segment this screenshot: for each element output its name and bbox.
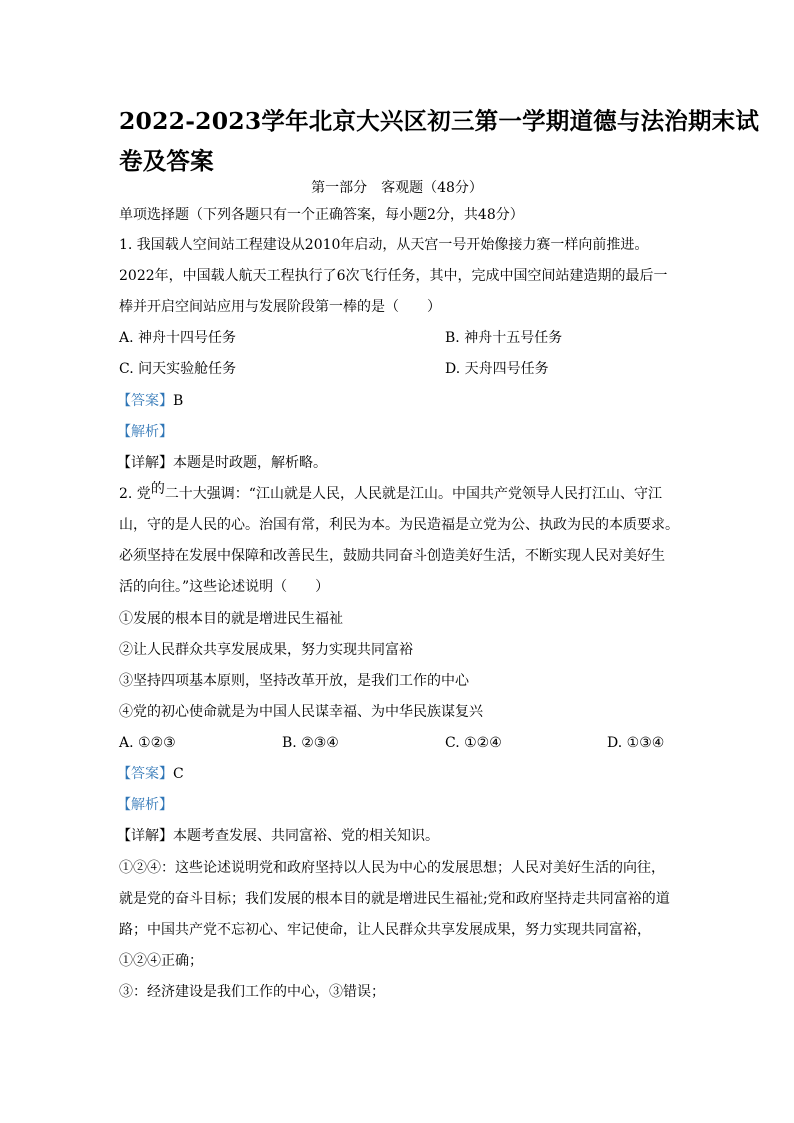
detail-label: 【详解】 xyxy=(117,455,173,471)
section-instructions: 单项选择题（下列各题只有一个正确答案，每小题2分，共48分） xyxy=(119,207,524,223)
detail-text: 本题是时政题，解析略。 xyxy=(173,455,327,471)
option-text: 神舟十四号任务 xyxy=(138,330,237,346)
option-letter: C. xyxy=(445,735,460,751)
option-letter: A. xyxy=(119,735,134,751)
option-d xyxy=(607,733,664,753)
detail-label: 【详解】 xyxy=(117,828,173,844)
option-c xyxy=(445,733,502,753)
question-stem-line: 活的向往。”这些论述说明（ ） xyxy=(119,579,330,595)
question-stem-line: 棒并开启空间站应用与发展阶段第一棒的是（ ） xyxy=(119,299,441,315)
question-stem-prefix: 2. 党 xyxy=(119,486,151,502)
option-d xyxy=(445,359,549,379)
raised-character: 的 xyxy=(150,481,165,497)
question-stem-line: 山，守的是人民的心。治国有常，利民为本。为民造福是立党为公、执政为民的本质要求。 xyxy=(119,517,679,533)
statement-1: ①发展的根本目的就是增进民生福祉 xyxy=(119,611,343,627)
option-b xyxy=(282,733,339,753)
answer-line xyxy=(117,764,184,784)
analysis-paragraph-line: 就是党的奋斗目标；我们发展的根本目的就是增进民生福祉;党和政府坚持走共同富裕的道 xyxy=(119,891,670,907)
option-a xyxy=(119,328,236,348)
answer-label: 【答案】 xyxy=(117,393,173,409)
option-letter: D. xyxy=(607,735,623,751)
option-text: ①③④ xyxy=(626,735,665,751)
option-text: 问天实验舱任务 xyxy=(138,361,237,377)
detail-line xyxy=(117,826,439,846)
question-stem-line: 2022年，中国载人航天工程执行了6次飞行任务，其中，完成中国空间站建造期的最后一 xyxy=(119,268,668,284)
question-stem-rest: 二十大强调：“江山就是人民，人民就是江山。中国共产党领导人民打江山、守江 xyxy=(164,486,662,502)
answer-value: C xyxy=(173,766,184,782)
document-title-line-1: 2022-2023学年北京大兴区初三第一学期道德与法治期末试 xyxy=(119,107,760,135)
option-text: ①②④ xyxy=(464,735,502,751)
statement-3: ③坚持四项基本原则，坚持改革开放，是我们工作的中心 xyxy=(119,673,469,689)
option-b xyxy=(445,328,562,348)
option-letter: C. xyxy=(119,361,134,377)
analysis-paragraph-line: 路；中国共产党不忘初心、牢记使命，让人民群众共享发展成果，努力实现共同富裕， xyxy=(119,922,651,938)
option-text: ①②③ xyxy=(138,735,176,751)
detail-line xyxy=(117,453,327,473)
analysis-paragraph-line: ①②④：这些论述说明党和政府坚持以人民为中心的发展思想；人民对美好生活的向往， xyxy=(119,860,665,876)
section-header: 第一部分 客观题（48分） xyxy=(311,180,483,196)
analysis-paragraph-line: ①②④正确； xyxy=(119,953,203,969)
option-a xyxy=(119,733,176,753)
analysis-label: 【解析】 xyxy=(117,424,173,440)
question-stem-line xyxy=(119,481,662,504)
answer-line xyxy=(117,391,183,411)
option-text: 天舟四号任务 xyxy=(464,361,549,377)
option-letter: B. xyxy=(445,330,460,346)
answer-value: B xyxy=(173,393,184,409)
question-stem-line: 1. 我国载人空间站工程建设从2010年启动，从天宫一号开始像接力赛一样向前推进。 xyxy=(119,237,649,253)
option-c xyxy=(119,359,236,379)
option-text: 神舟十五号任务 xyxy=(464,330,563,346)
statement-2: ②让人民群众共享发展成果，努力实现共同富裕 xyxy=(119,642,413,658)
option-text: ②③④ xyxy=(301,735,339,751)
analysis-label: 【解析】 xyxy=(117,797,173,813)
option-letter: A. xyxy=(119,330,134,346)
document-title-line-2: 卷及答案 xyxy=(119,147,214,175)
statement-4: ④党的初心使命就是为中国人民谋幸福、为中华民族谋复兴 xyxy=(119,704,483,720)
detail-text: 本题考查发展、共同富裕、党的相关知识。 xyxy=(173,828,439,844)
answer-label: 【答案】 xyxy=(117,766,173,782)
analysis-paragraph-line: ③：经济建设是我们工作的中心，③错误； xyxy=(119,984,385,1000)
option-letter: D. xyxy=(445,361,461,377)
option-letter: B. xyxy=(282,735,297,751)
question-stem-line: 必须坚持在发展中保障和改善民生，鼓励共同奋斗创造美好生活，不断实现人民对美好生 xyxy=(119,548,665,564)
